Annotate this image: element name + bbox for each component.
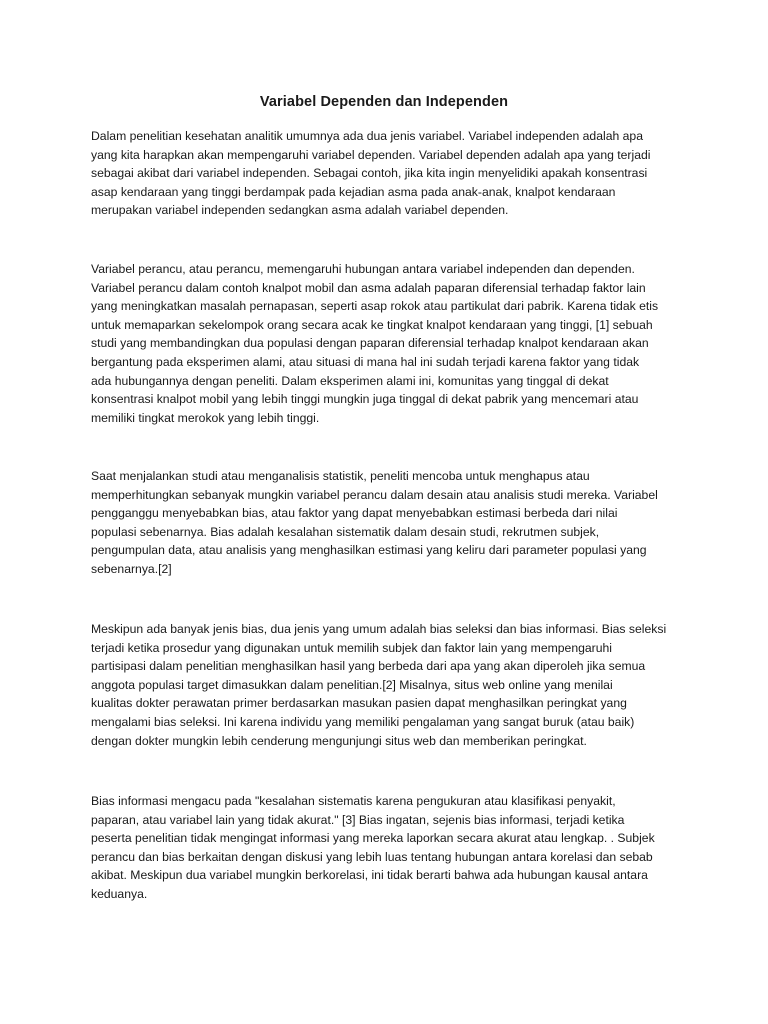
document-title: Variabel Dependen dan Independen [259, 94, 509, 110]
paragraph-selection-bias: Meskipun ada banyak jenis bias, dua jenis yang umum adalah bias seleksi dan bias informasi. Bias seleksi terjadi ketika prosedur yang digunakan untuk memilih subjek dan faktor lain yang mempengaruhi partisipasi dalam penelitian menghasilkan hasil yang berbeda dari apa yang akan diperoleh jika semua anggota populasi target dimasukkan dalam penelitian.[2] Misalnya, situs web online yang menilai kualitas dokter perawatan primer berdasarkan masukan pasien dapat menghasilkan peringkat yang mengalami bias seleksi. Ini karena individu yang memiliki pengalaman yang sangat buruk (atau baik) dengan dokter mungkin lebih cenderung mengunjungi situs web dan memberikan peringkat. [91, 622, 667, 748]
paragraph-bias-definition: Saat menjalankan studi atau menganalisis statistik, peneliti mencoba untuk menghapus atau memperhitungkan sebanyak mungkin variabel perancu dalam desain atau analisis studi mereka. Variabel pengganggu menyebabkan bias, atau faktor yang dapat menyebabkan estimasi berbeda dari nilai populasi sebenarnya. Bias adalah kesalahan sistematik dalam desain studi, rekrutmen subjek, pengumpulan data, atau analisis yang menghasilkan estimasi yang keliru dari parameter populasi yang sebenarnya.[2] [91, 469, 658, 576]
paragraph-information-bias: Bias informasi mengacu pada "kesalahan sistematis karena pengukuran atau klasifikasi penyakit, paparan, atau variabel lain yang tidak akurat." [3] Bias ingatan, sejenis bias informasi, terjadi ketika peserta penelitian tidak mengingat informasi yang mereka laporkan secara akurat atau lengkap. . Subjek perancu dan bias berkaitan dengan diskusi yang lebih luas tentang hubungan antara korelasi dan sebab akibat. Meskipun dua variabel mungkin berkorelasi, ini tidak berarti bahwa ada hubungan kausal antara keduanya. [91, 794, 655, 901]
paragraph-variables: Dalam penelitian kesehatan analitik umumnya ada dua jenis variabel. Variabel independen adalah apa yang kita harapkan akan mempengaruhi variabel dependen. Variabel dependen adalah apa yang terjadi sebagai akibat dari variabel independen. Sebagai contoh, jika kita ingin menyelidiki apakah konsentrasi asap kendaraan yang tinggi berdampak pada kejadian asma pada anak-anak, knalpot kendaraan merupakan variabel independen sedangkan asma adalah variabel dependen. [91, 129, 651, 218]
paragraph-confounders: Variabel perancu, atau perancu, memengaruhi hubungan antara variabel independen dan dependen. Variabel perancu dalam contoh knalpot mobil dan asma adalah paparan diferensial terhadap faktor lain yang meningkatkan masalah pernapasan, seperti asap rokok atau partikulat dari pabrik. Karena tidak etis untuk memaparkan sekelompok orang secara acak ke tingkat knalpot kendaraan yang tinggi, [1] sebuah studi yang membandingkan dua populasi dengan paparan diferensial terhadap knalpot kendaraan akan bergantung pada eksperimen alami, atau situasi di mana hal ini sudah terjadi karena faktor yang tidak ada hubungannya dengan peneliti. Dalam eksperimen alami ini, komunitas yang tinggal di dekat konsentrasi knalpot mobil yang lebih tinggi mungkin juga tinggal di dekat pabrik yang mencemari atau memiliki tingkat merokok yang lebih tinggi. [91, 262, 659, 425]
